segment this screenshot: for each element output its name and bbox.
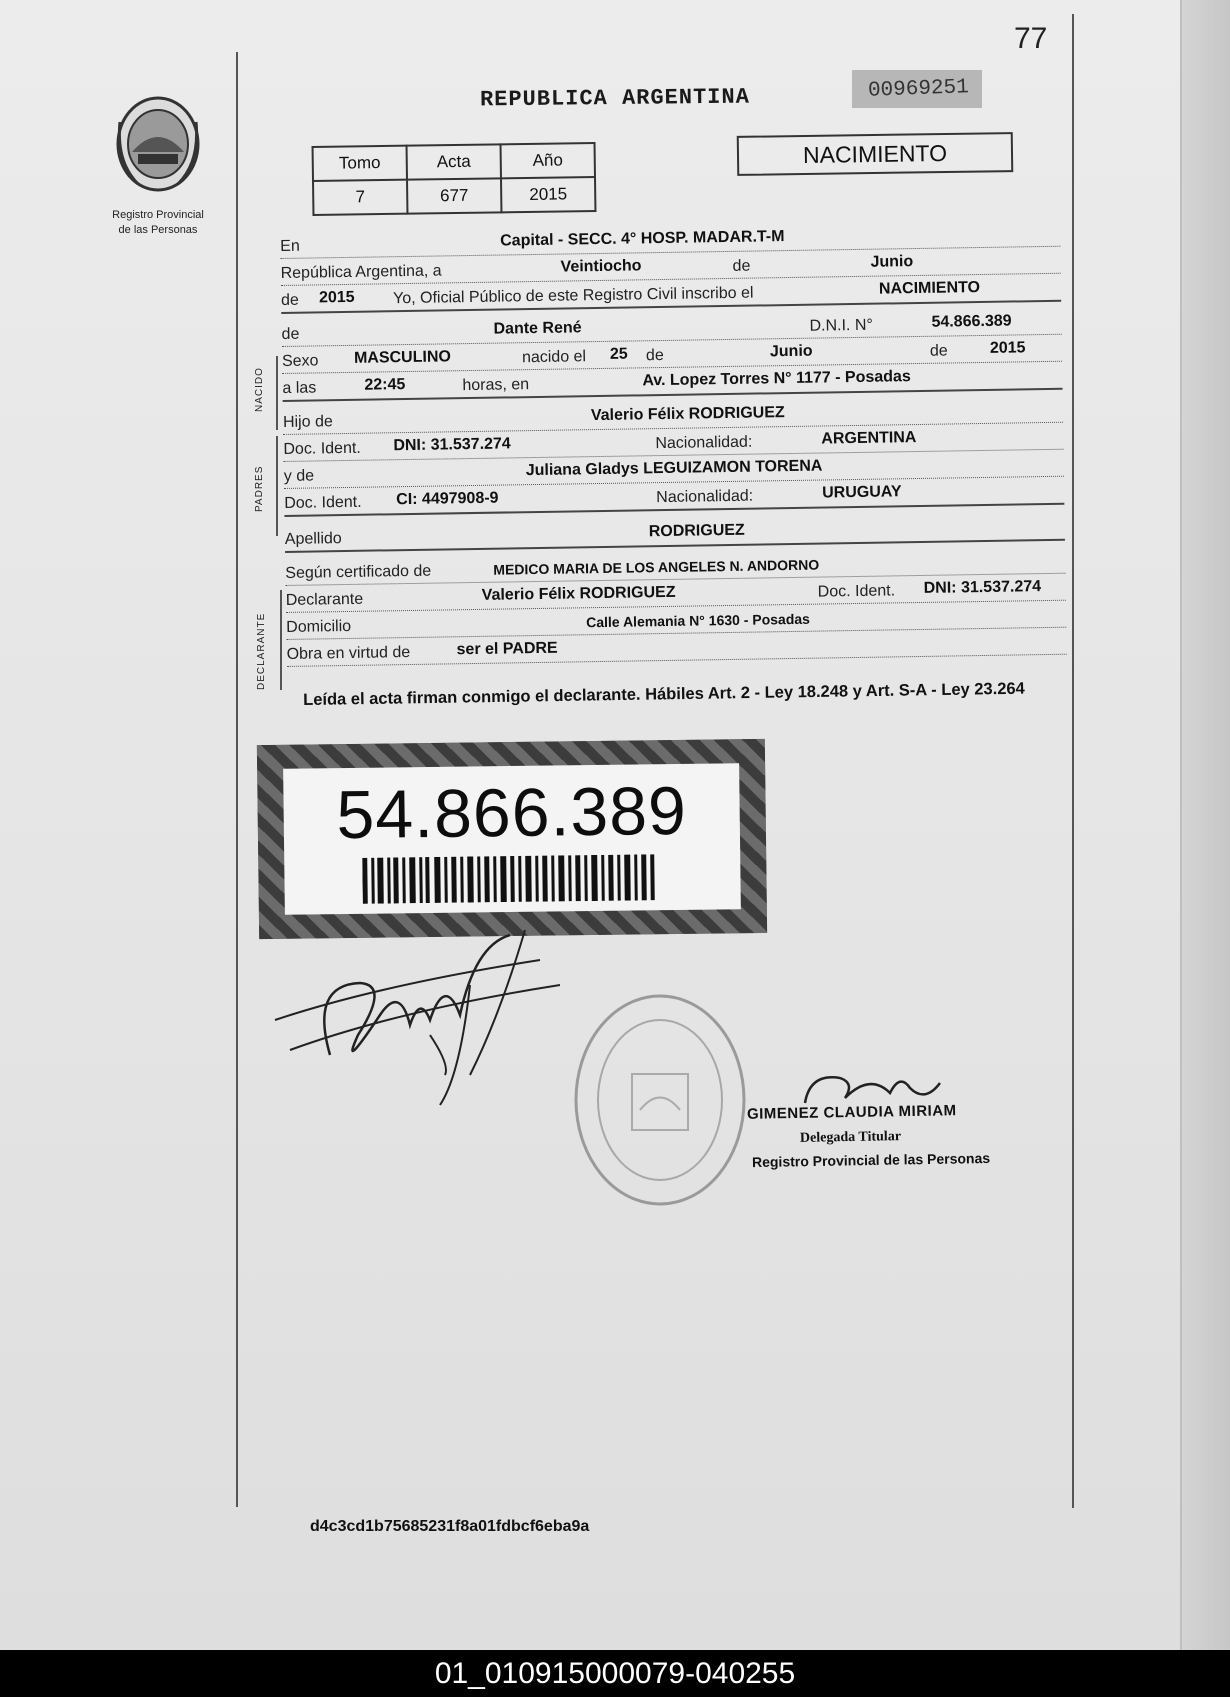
logo-caption-line2: de las Personas xyxy=(118,224,198,236)
label-nacido-el: nacido el xyxy=(521,348,587,367)
value-domicilio: Calle Alemania N° 1630 - Posadas xyxy=(586,610,811,631)
label-doc-ident-father: Doc. Ident. xyxy=(283,439,361,458)
label-en: En xyxy=(280,237,300,255)
label-de-year: de xyxy=(280,291,300,309)
right-margin-line xyxy=(1072,14,1074,1508)
record-type-box: NACIMIENTO xyxy=(737,132,1014,176)
sticker-label xyxy=(283,763,741,915)
official-signature-left xyxy=(270,925,590,1115)
value-place-registered: Capital - SECC. 4° HOSP. MADAR.T-M xyxy=(500,228,785,250)
value-sexo: MASCULINO xyxy=(353,348,452,367)
table-header-tomo: Tomo xyxy=(313,146,407,181)
file-identifier-footer: 01_010915000079-040255 xyxy=(0,1650,1230,1697)
declarante-section-bar xyxy=(280,590,282,690)
label-segun-certificado: Según certificado de xyxy=(285,562,432,582)
row-apellido xyxy=(285,513,1065,553)
table-header-ano: Año xyxy=(501,143,595,178)
value-father-nationality: ARGENTINA xyxy=(821,429,917,448)
registry-round-stamp xyxy=(570,990,750,1210)
serial-number: 00969251 xyxy=(867,76,970,103)
label-obra-en-virtud: Obra en virtud de xyxy=(286,644,411,663)
label-republica: República Argentina, a xyxy=(280,262,442,282)
value-child-name: Dante René xyxy=(493,319,582,338)
table-value-tomo: 7 xyxy=(313,180,407,215)
value-certificate: MEDICO MARIA DE LOS ANGELES N. ANDORNO xyxy=(493,556,820,578)
value-birth-time: 22:45 xyxy=(364,376,406,394)
value-birth-day: 25 xyxy=(609,345,628,363)
value-inscribo: NACIMIENTO xyxy=(878,279,981,298)
side-label-nacido: NACIDO xyxy=(254,367,265,412)
value-birth-place: Av. Lopez Torres N° 1177 - Posadas xyxy=(642,368,911,390)
document-hash: d4c3cd1b75685231f8a01fdbcf6eba9a xyxy=(310,1518,590,1535)
label-de-name: de xyxy=(281,325,300,343)
label-sexo: Sexo xyxy=(281,352,319,370)
label-domicilio: Domicilio xyxy=(286,617,352,636)
value-birth-month: Junio xyxy=(769,342,813,361)
tomo-acta-table xyxy=(312,142,597,216)
table-value-acta: 677 xyxy=(407,178,501,213)
label-y-de: y de xyxy=(283,467,315,485)
table-header-acta: Acta xyxy=(407,144,501,179)
label-de: de xyxy=(732,257,751,275)
birth-record-form xyxy=(280,220,1067,667)
value-day: Veintiocho xyxy=(560,257,642,276)
side-label-declarante: DECLARANTE xyxy=(256,612,267,690)
province-seal-icon xyxy=(108,92,208,202)
value-father-doc: DNI: 31.537.274 xyxy=(393,435,511,455)
id-number-sticker xyxy=(257,739,767,939)
officer-title: Delegada Titular xyxy=(799,1129,902,1146)
label-doc-ident-declarante: Doc. Ident. xyxy=(817,582,896,601)
label-declarante: Declarante xyxy=(285,590,364,609)
label-hijo-de: Hijo de xyxy=(282,413,333,431)
label-dni: D.N.I. N° xyxy=(809,316,873,335)
document-title: REPUBLICA ARGENTINA xyxy=(479,84,750,113)
barcode-icon xyxy=(362,854,663,904)
page-number: 77 xyxy=(1014,22,1048,55)
label-apellido: Apellido xyxy=(284,530,342,548)
value-obra: ser el PADRE xyxy=(456,639,558,659)
sticker-id-number: 54.866.389 xyxy=(336,772,688,854)
registry-logo xyxy=(98,92,218,237)
value-declarante-doc: DNI: 31.537.274 xyxy=(923,578,1042,597)
label-nacionalidad-mother: Nacionalidad: xyxy=(656,487,754,507)
value-mother-doc: CI: 4497908-9 xyxy=(396,489,499,509)
table-value-ano: 2015 xyxy=(501,177,595,212)
value-mother-name: Juliana Gladys LEGUIZAMON TORENA xyxy=(525,457,823,480)
underlying-sheet-edge xyxy=(1180,0,1230,1650)
officer-office: Registro Provincial de las Personas xyxy=(751,1149,991,1171)
label-doc-ident-mother: Doc. Ident. xyxy=(284,493,362,512)
left-margin-line xyxy=(236,52,238,1507)
label-a-las: a las xyxy=(282,379,317,397)
label-horas-en: horas, en xyxy=(462,376,530,395)
officer-name: GIMENEZ CLAUDIA MIRIAM xyxy=(746,1102,957,1123)
value-year: 2015 xyxy=(318,288,355,307)
logo-caption-line1: Registro Provincial xyxy=(112,209,204,221)
value-month: Junio xyxy=(870,253,914,271)
value-birth-year: 2015 xyxy=(989,339,1026,357)
nacido-section-bar xyxy=(276,356,278,430)
legal-closing-text: Leída el acta firman conmigo el declarante. Hábiles Art. 2 - Ley 18.248 y Art. S-A - Ley 23.264 xyxy=(303,679,1025,709)
label-de-birth-year: de xyxy=(929,342,948,360)
label-de-birth: de xyxy=(645,346,664,365)
value-declarante: Valerio Félix RODRIGUEZ xyxy=(481,583,676,604)
padres-section-bar xyxy=(276,436,278,536)
value-dni: 54.866.389 xyxy=(931,312,1012,331)
value-mother-nationality: URUGUAY xyxy=(822,483,902,502)
value-apellido: RODRIGUEZ xyxy=(648,521,745,541)
label-yo-oficial: Yo, Oficial Público de este Registro Civil inscribo el xyxy=(392,284,754,308)
label-nacionalidad-father: Nacionalidad: xyxy=(655,433,753,453)
side-label-padres: PADRES xyxy=(254,465,265,512)
value-father-name: Valerio Félix RODRIGUEZ xyxy=(590,404,785,425)
